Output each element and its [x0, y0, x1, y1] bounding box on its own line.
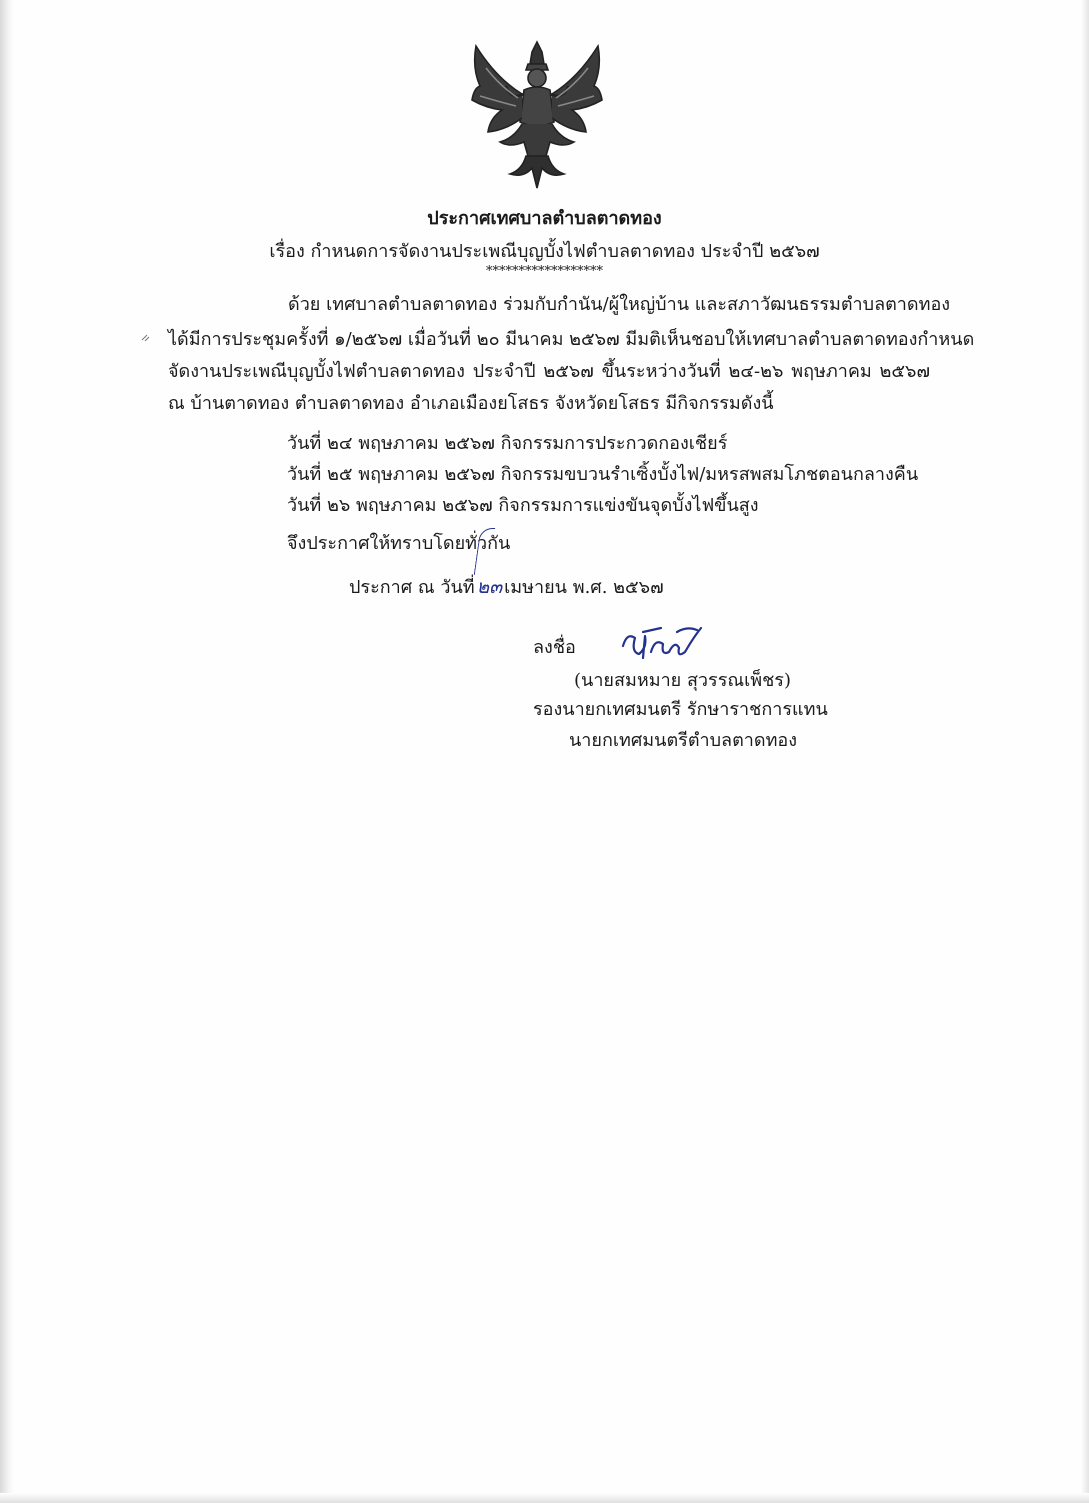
signer-organization: นายกเทศมนตรีตำบลตาดทอง [569, 730, 798, 751]
body-line-3: จัดงานประเพณีบุญบั้งไฟตำบลตาดทอง ประจำปี ๒๕๖๗ ขึ้นระหว่างวันที่ ๒๔-๒๖ พฤษภาคม ๒๕๖๗ [168, 361, 930, 382]
document-title: ประกาศเทศบาลตำบลตาดทอง [427, 208, 662, 229]
activity-day-1: วันที่ ๒๔ พฤษภาคม ๒๕๖๗ กิจกรรมการประกวดกองเชียร์ [287, 433, 728, 454]
announcement-prefix: ประกาศ ณ วันที่ [349, 577, 475, 598]
signer-name: (นายสมหมาย สุวรรณเพ็ชร) [574, 670, 791, 691]
margin-mark [141, 332, 151, 342]
activity-day-2: วันที่ ๒๕ พฤษภาคม ๒๕๖๗ กิจกรรมขบวนรำเซิ้งบั้งไฟ/มหรสพสมโภชตอนกลางคืน [287, 464, 919, 485]
body-line-4: ณ บ้านตาดทอง ตำบลตาดทอง อำเภอเมืองยโสธร จังหวัดยโสธร มีกิจกรรมดังนี้ [168, 393, 774, 414]
body-line-2: ได้มีการประชุมครั้งที่ ๑/๒๕๖๗ เมื่อวันที่ ๒๐ มีนาคม ๒๕๖๗ มีมติเห็นชอบให้เทศบาลตำบลตาดทองกำหนด [168, 329, 975, 350]
handwritten-day: ๒๓ [477, 572, 503, 602]
scan-shadow-bottom [0, 1493, 1089, 1503]
body-line-1: ด้วย เทศบาลตำบลตาดทอง ร่วมกับกำนัน/ผู้ใหญ่บ้าน และสภาวัฒนธรรมตำบลตาดทอง [288, 294, 951, 315]
announcement-suffix: เมษายน พ.ศ. ๒๕๖๗ [504, 577, 664, 598]
closing-statement: จึงประกาศให้ทราบโดยทั่วกัน [287, 533, 511, 554]
separator-line: ****************** [486, 264, 603, 279]
document-subject: เรื่อง กำหนดการจัดงานประเพณีบุญบั้งไฟตำบลตาดทอง ประจำปี ๒๕๖๗ [269, 241, 820, 262]
sign-label: ลงชื่อ [533, 637, 576, 658]
activity-day-3: วันที่ ๒๖ พฤษภาคม ๒๕๖๗ กิจกรรมการแข่งขันจุดบั้งไฟขึ้นสูง [287, 495, 759, 516]
handwritten-signature [617, 618, 707, 664]
garuda-emblem [466, 38, 608, 190]
announcement-date [349, 572, 664, 602]
signer-position: รองนายกเทศมนตรี รักษาราชการแทน [533, 699, 828, 720]
